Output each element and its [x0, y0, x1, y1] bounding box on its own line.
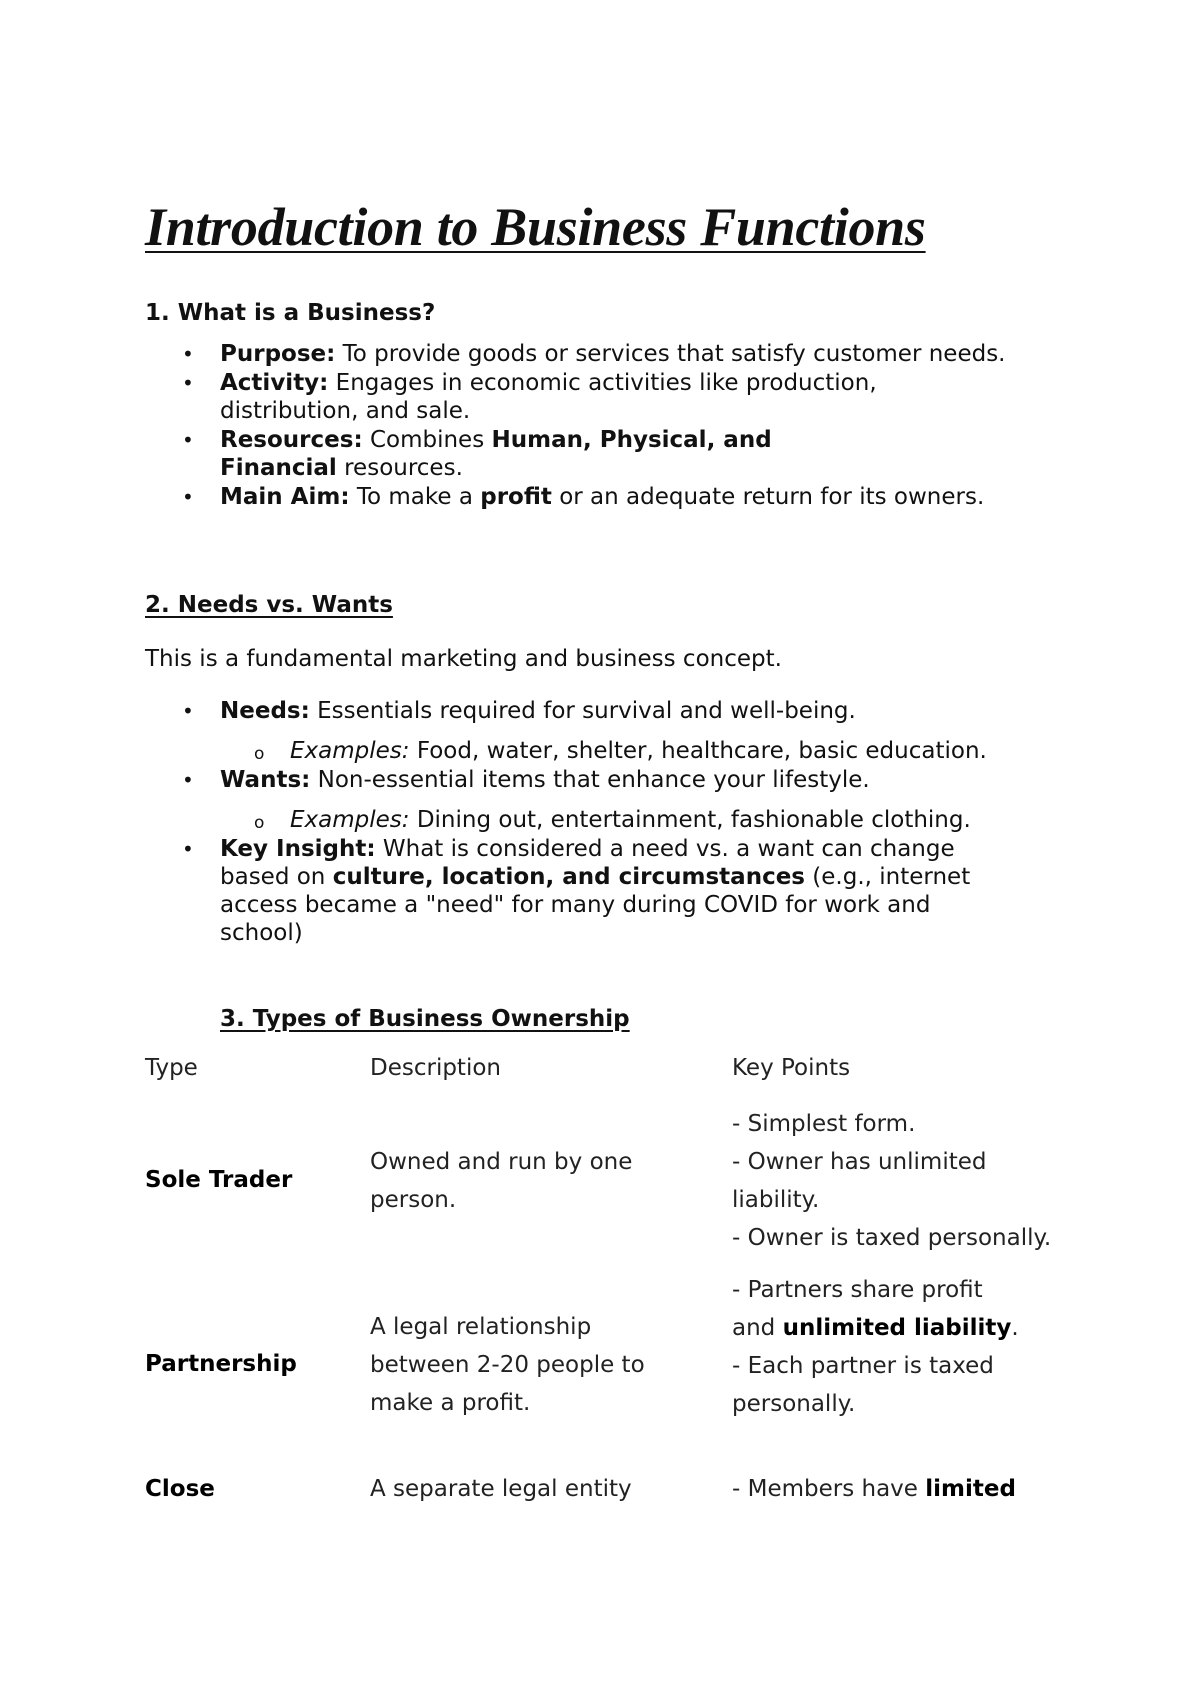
list-item: • Wants: Non-essential items that enhance your lifestyle. — [182, 767, 870, 793]
bullet-icon: • — [182, 428, 194, 452]
needs-wants-list — [145, 697, 1105, 947]
list-item: • Key Insight: What is considered a need vs. a want can change based on culture, location, and circumstances (e.g., internet access became a "need" for many during COVID for work and school) — [182, 836, 971, 946]
list-item: • Main Aim: To make a profit or an adequate return for its owners. — [182, 484, 985, 510]
cell-description: A separate legal entity — [370, 1476, 632, 1502]
bullet-icon: • — [182, 699, 194, 723]
cell-key-points: - Partners share profit and unlimited liability. - Each partner is taxed personally. — [732, 1277, 1019, 1417]
sub-bullet-icon: o — [254, 813, 265, 833]
cell-key-points: - Members have limited — [732, 1476, 1016, 1502]
list-item: • Needs: Essentials required for survival and well-being. — [182, 698, 856, 724]
bullet-icon: • — [182, 371, 194, 395]
page-title: Introduction to Business Functions — [145, 197, 926, 257]
column-header-description: Description — [370, 1055, 501, 1081]
list-item: o Examples: Dining out, entertainment, fashionable clothing. — [145, 806, 1105, 835]
business-definition-list — [145, 340, 1105, 512]
bullet-icon: • — [182, 768, 194, 792]
bullet-icon: • — [182, 485, 194, 509]
sub-bullet-icon: o — [254, 744, 265, 764]
cell-type: Partnership — [145, 1351, 297, 1377]
cell-description: Owned and run by one person. — [370, 1149, 633, 1213]
section-2-intro: This is a fundamental marketing and business concept. — [145, 646, 782, 672]
section-1-heading: 1. What is a Business? — [145, 300, 436, 326]
list-item: • Activity: Engages in economic activities like production, distribution, and sale. — [182, 370, 877, 424]
list-item: o Examples: Food, water, shelter, healthcare, basic education. — [145, 737, 1105, 766]
bullet-icon: • — [182, 837, 194, 861]
section-2-heading: 2. Needs vs. Wants — [145, 592, 393, 618]
bullet-icon: • — [182, 342, 194, 366]
list-item: • Resources: Combines Human, Physical, and Financial resources. — [182, 427, 772, 481]
section-3-heading: 3. Types of Business Ownership — [220, 1006, 630, 1032]
cell-type: Sole Trader — [145, 1167, 293, 1193]
cell-key-points: - Simplest form. - Owner has unlimited liability. - Owner is taxed personally. — [732, 1111, 1052, 1251]
column-header-key-points: Key Points — [732, 1055, 851, 1081]
column-header-type: Type — [145, 1055, 198, 1081]
cell-description: A legal relationship between 2-20 people to make a profit. — [370, 1314, 645, 1416]
list-item: • Purpose: To provide goods or services that satisfy customer needs. — [182, 341, 1006, 367]
cell-type: Close — [145, 1476, 215, 1502]
